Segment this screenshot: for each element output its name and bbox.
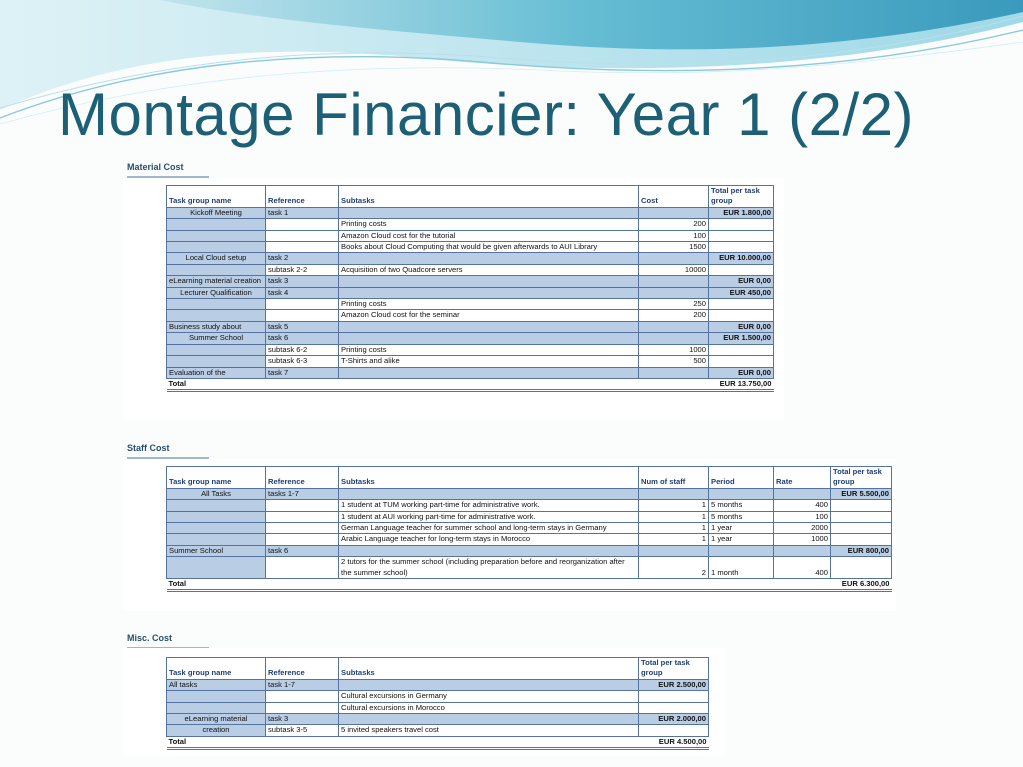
ref-cell xyxy=(266,702,339,713)
ref-cell: task 7 xyxy=(266,367,339,378)
num-cell: 2 xyxy=(639,557,709,579)
table-header-row xyxy=(167,467,892,489)
sub-cell xyxy=(339,207,639,218)
cost-cell: 250 xyxy=(639,299,709,310)
empty-cell xyxy=(266,736,339,748)
sub-cell: Arabic Language teacher for long-term stays in Morocco xyxy=(339,534,639,545)
sub-cell: Amazon Cloud cost for the seminar xyxy=(339,310,639,321)
total-label: Total xyxy=(167,736,266,748)
table-row xyxy=(167,545,892,556)
table-row xyxy=(167,207,774,218)
ref-cell xyxy=(266,511,339,522)
empty-cell xyxy=(774,579,831,591)
total-label: Total xyxy=(167,579,266,591)
total-cell xyxy=(709,356,774,367)
sub-cell xyxy=(339,714,639,725)
period-cell: 1 month xyxy=(709,557,774,579)
period-cell xyxy=(709,545,774,556)
total-cell: EUR 800,00 xyxy=(831,545,892,556)
table-row xyxy=(167,500,892,511)
sub-cell: Books about Cloud Computing that would be given afterwards to AUI Library xyxy=(339,242,639,253)
cost-cell xyxy=(639,321,709,332)
ref-cell: subtask 6-2 xyxy=(266,344,339,355)
sub-cell: 1 student at AUI working part-time for administrative work. xyxy=(339,511,639,522)
column-header: Reference xyxy=(266,186,339,208)
total-cell xyxy=(709,230,774,241)
group-cell: Kickoff Meeting xyxy=(167,207,266,218)
column-header: Task group name xyxy=(167,658,266,680)
column-header: Reference xyxy=(266,658,339,680)
table-row xyxy=(167,321,774,332)
cost-cell xyxy=(639,276,709,287)
empty-cell xyxy=(639,378,709,390)
group-cell: creation xyxy=(167,725,266,736)
cost-cell xyxy=(639,253,709,264)
group-cell xyxy=(167,242,266,253)
cost-cell: 100 xyxy=(639,230,709,241)
total-cell: EUR 0,00 xyxy=(709,276,774,287)
table-row xyxy=(167,356,774,367)
empty-cell xyxy=(266,378,339,390)
total-cell xyxy=(831,523,892,534)
column-header: Task group name xyxy=(167,467,266,489)
total-cell xyxy=(831,500,892,511)
total-cell xyxy=(709,242,774,253)
column-header: Num of staff xyxy=(639,467,709,489)
group-cell xyxy=(167,264,266,275)
sub-cell xyxy=(339,253,639,264)
group-cell xyxy=(167,230,266,241)
total-cell xyxy=(639,702,709,713)
group-cell xyxy=(167,557,266,579)
sub-cell: T-Shirts and alike xyxy=(339,356,639,367)
sub-cell: 1 student at TUM working part-time for administrative work. xyxy=(339,500,639,511)
group-cell: eLearning material xyxy=(167,714,266,725)
group-cell: All Tasks xyxy=(167,488,266,499)
ref-cell xyxy=(266,242,339,253)
total-cell xyxy=(709,344,774,355)
rate-cell: 400 xyxy=(774,500,831,511)
column-header: Cost xyxy=(639,186,709,208)
table-row xyxy=(167,679,709,690)
period-cell xyxy=(709,488,774,499)
table-row xyxy=(167,714,709,725)
group-cell xyxy=(167,344,266,355)
ref-cell: subtask 2-2 xyxy=(266,264,339,275)
slide-title: Montage Financier: Year 1 (2/2) xyxy=(58,81,914,148)
cost-cell xyxy=(639,207,709,218)
num-cell: 1 xyxy=(639,511,709,522)
table-row xyxy=(167,299,774,310)
table-header-row xyxy=(167,186,774,208)
num-cell xyxy=(639,488,709,499)
total-cell xyxy=(709,264,774,275)
sub-cell: 2 tutors for the summer school (including preparation before and reorganization after the summer school) xyxy=(339,557,639,579)
ref-cell xyxy=(266,691,339,702)
ref-cell xyxy=(266,219,339,230)
total-cell: EUR 0,00 xyxy=(709,321,774,332)
group-cell: eLearning material creation xyxy=(167,276,266,287)
total-value: EUR 13.750,00 xyxy=(709,378,774,390)
column-header: Total per task group xyxy=(831,467,892,489)
group-cell: Business study about xyxy=(167,321,266,332)
rate-cell xyxy=(774,488,831,499)
ref-cell: task 3 xyxy=(266,276,339,287)
total-cell xyxy=(709,219,774,230)
ref-cell: subtask 3-5 xyxy=(266,725,339,736)
column-header: Total per task group xyxy=(639,658,709,680)
ref-cell xyxy=(266,310,339,321)
rate-cell xyxy=(774,545,831,556)
sub-cell xyxy=(339,276,639,287)
table-row xyxy=(167,557,892,579)
num-cell xyxy=(639,545,709,556)
table-row xyxy=(167,725,709,736)
empty-cell xyxy=(339,378,639,390)
ref-cell: task 2 xyxy=(266,253,339,264)
total-cell: EUR 1.800,00 xyxy=(709,207,774,218)
total-cell xyxy=(639,725,709,736)
rate-cell: 2000 xyxy=(774,523,831,534)
total-cell xyxy=(639,691,709,702)
total-cell: EUR 450,00 xyxy=(709,287,774,298)
column-header: Reference xyxy=(266,467,339,489)
rate-cell: 100 xyxy=(774,511,831,522)
group-cell xyxy=(167,219,266,230)
group-cell xyxy=(167,299,266,310)
ref-cell: task 5 xyxy=(266,321,339,332)
sub-cell xyxy=(339,333,639,344)
column-header: Subtasks xyxy=(339,467,639,489)
group-cell xyxy=(167,534,266,545)
sub-cell: German Language teacher for summer school and long-term stays in Germany xyxy=(339,523,639,534)
total-row xyxy=(167,736,709,748)
column-header: Task group name xyxy=(167,186,266,208)
table-row xyxy=(167,264,774,275)
table-row xyxy=(167,253,774,264)
misc-cost-body xyxy=(167,658,709,749)
group-cell: Summer School xyxy=(167,333,266,344)
total-cell: EUR 0,00 xyxy=(709,367,774,378)
total-cell xyxy=(709,299,774,310)
table-row xyxy=(167,702,709,713)
cost-cell xyxy=(639,287,709,298)
sub-cell: Acquisition of two Quadcore servers xyxy=(339,264,639,275)
table-row xyxy=(167,534,892,545)
ref-cell xyxy=(266,523,339,534)
group-cell: All tasks xyxy=(167,679,266,690)
sub-cell: Printing costs xyxy=(339,219,639,230)
table-row xyxy=(167,276,774,287)
ref-cell xyxy=(266,534,339,545)
ref-cell: tasks 1-7 xyxy=(266,488,339,499)
group-cell xyxy=(167,511,266,522)
group-cell: Evaluation of the xyxy=(167,367,266,378)
ref-cell xyxy=(266,500,339,511)
sub-cell xyxy=(339,367,639,378)
group-cell xyxy=(167,356,266,367)
total-cell xyxy=(831,534,892,545)
empty-cell xyxy=(339,579,639,591)
ref-cell: task 3 xyxy=(266,714,339,725)
cost-cell: 1000 xyxy=(639,344,709,355)
ref-cell: task 6 xyxy=(266,545,339,556)
ref-cell: task 1 xyxy=(266,207,339,218)
column-header: Subtasks xyxy=(339,186,639,208)
sub-cell: Printing costs xyxy=(339,299,639,310)
ref-cell: task 1-7 xyxy=(266,679,339,690)
total-label: Total xyxy=(167,378,266,390)
ref-cell: subtask 6-3 xyxy=(266,356,339,367)
table-row xyxy=(167,511,892,522)
group-cell: Lecturer Qualification xyxy=(167,287,266,298)
table-row xyxy=(167,344,774,355)
table-row xyxy=(167,367,774,378)
cost-cell: 500 xyxy=(639,356,709,367)
total-cell: EUR 2.000,00 xyxy=(639,714,709,725)
period-cell: 5 months xyxy=(709,500,774,511)
num-cell: 1 xyxy=(639,534,709,545)
total-cell: EUR 5.500,00 xyxy=(831,488,892,499)
total-value: EUR 6.300,00 xyxy=(831,579,892,591)
sub-cell: Cultural excursions in Morocco xyxy=(339,702,639,713)
sub-cell: Amazon Cloud cost for the tutorial xyxy=(339,230,639,241)
sub-cell xyxy=(339,545,639,556)
ref-cell xyxy=(266,230,339,241)
table-header-row xyxy=(167,658,709,680)
staff-cost-table xyxy=(166,466,892,592)
material-cost-body xyxy=(167,186,774,391)
rate-cell: 1000 xyxy=(774,534,831,545)
total-row xyxy=(167,579,892,591)
total-cell: EUR 2.500,00 xyxy=(639,679,709,690)
staff-cost-body xyxy=(167,467,892,591)
misc-cost-table xyxy=(166,657,709,750)
total-cell xyxy=(831,557,892,579)
cost-cell: 200 xyxy=(639,310,709,321)
table-row xyxy=(167,219,774,230)
empty-cell xyxy=(266,579,339,591)
sub-cell: Cultural excursions in Germany xyxy=(339,691,639,702)
column-header: Total per task group xyxy=(709,186,774,208)
group-cell: Local Cloud setup xyxy=(167,253,266,264)
ref-cell xyxy=(266,557,339,579)
material-cost-table xyxy=(166,185,774,392)
table-row xyxy=(167,691,709,702)
group-cell xyxy=(167,500,266,511)
rate-cell: 400 xyxy=(774,557,831,579)
group-cell xyxy=(167,310,266,321)
sub-cell: 5 invited speakers travel cost xyxy=(339,725,639,736)
total-cell: EUR 10.000,00 xyxy=(709,253,774,264)
sub-cell xyxy=(339,679,639,690)
cost-cell: 1500 xyxy=(639,242,709,253)
table-row xyxy=(167,333,774,344)
total-row xyxy=(167,378,774,390)
total-cell xyxy=(709,310,774,321)
sub-cell xyxy=(339,488,639,499)
sub-cell xyxy=(339,321,639,332)
cost-cell xyxy=(639,333,709,344)
table-row xyxy=(167,242,774,253)
group-cell xyxy=(167,702,266,713)
table-row xyxy=(167,310,774,321)
total-value: EUR 4.500,00 xyxy=(639,736,709,748)
sub-cell xyxy=(339,287,639,298)
cost-cell xyxy=(639,367,709,378)
group-cell xyxy=(167,691,266,702)
ref-cell: task 4 xyxy=(266,287,339,298)
empty-cell xyxy=(639,579,709,591)
period-cell: 1 year xyxy=(709,534,774,545)
column-header: Rate xyxy=(774,467,831,489)
group-cell xyxy=(167,523,266,534)
num-cell: 1 xyxy=(639,523,709,534)
ref-cell xyxy=(266,299,339,310)
ref-cell: task 6 xyxy=(266,333,339,344)
num-cell: 1 xyxy=(639,500,709,511)
total-cell: EUR 1.500,00 xyxy=(709,333,774,344)
group-cell: Summer School xyxy=(167,545,266,556)
sub-cell: Printing costs xyxy=(339,344,639,355)
period-cell: 1 year xyxy=(709,523,774,534)
cost-cell: 200 xyxy=(639,219,709,230)
table-row xyxy=(167,230,774,241)
misc-cost-label: Misc. Cost xyxy=(127,633,209,649)
table-row xyxy=(167,523,892,534)
column-header: Period xyxy=(709,467,774,489)
cost-cell: 10000 xyxy=(639,264,709,275)
column-header: Subtasks xyxy=(339,658,639,680)
staff-cost-label: Staff Cost xyxy=(127,443,209,459)
empty-cell xyxy=(339,736,639,748)
table-row xyxy=(167,287,774,298)
material-cost-label: Material Cost xyxy=(127,162,209,178)
period-cell: 5 months xyxy=(709,511,774,522)
table-row xyxy=(167,488,892,499)
total-cell xyxy=(831,511,892,522)
empty-cell xyxy=(709,579,774,591)
